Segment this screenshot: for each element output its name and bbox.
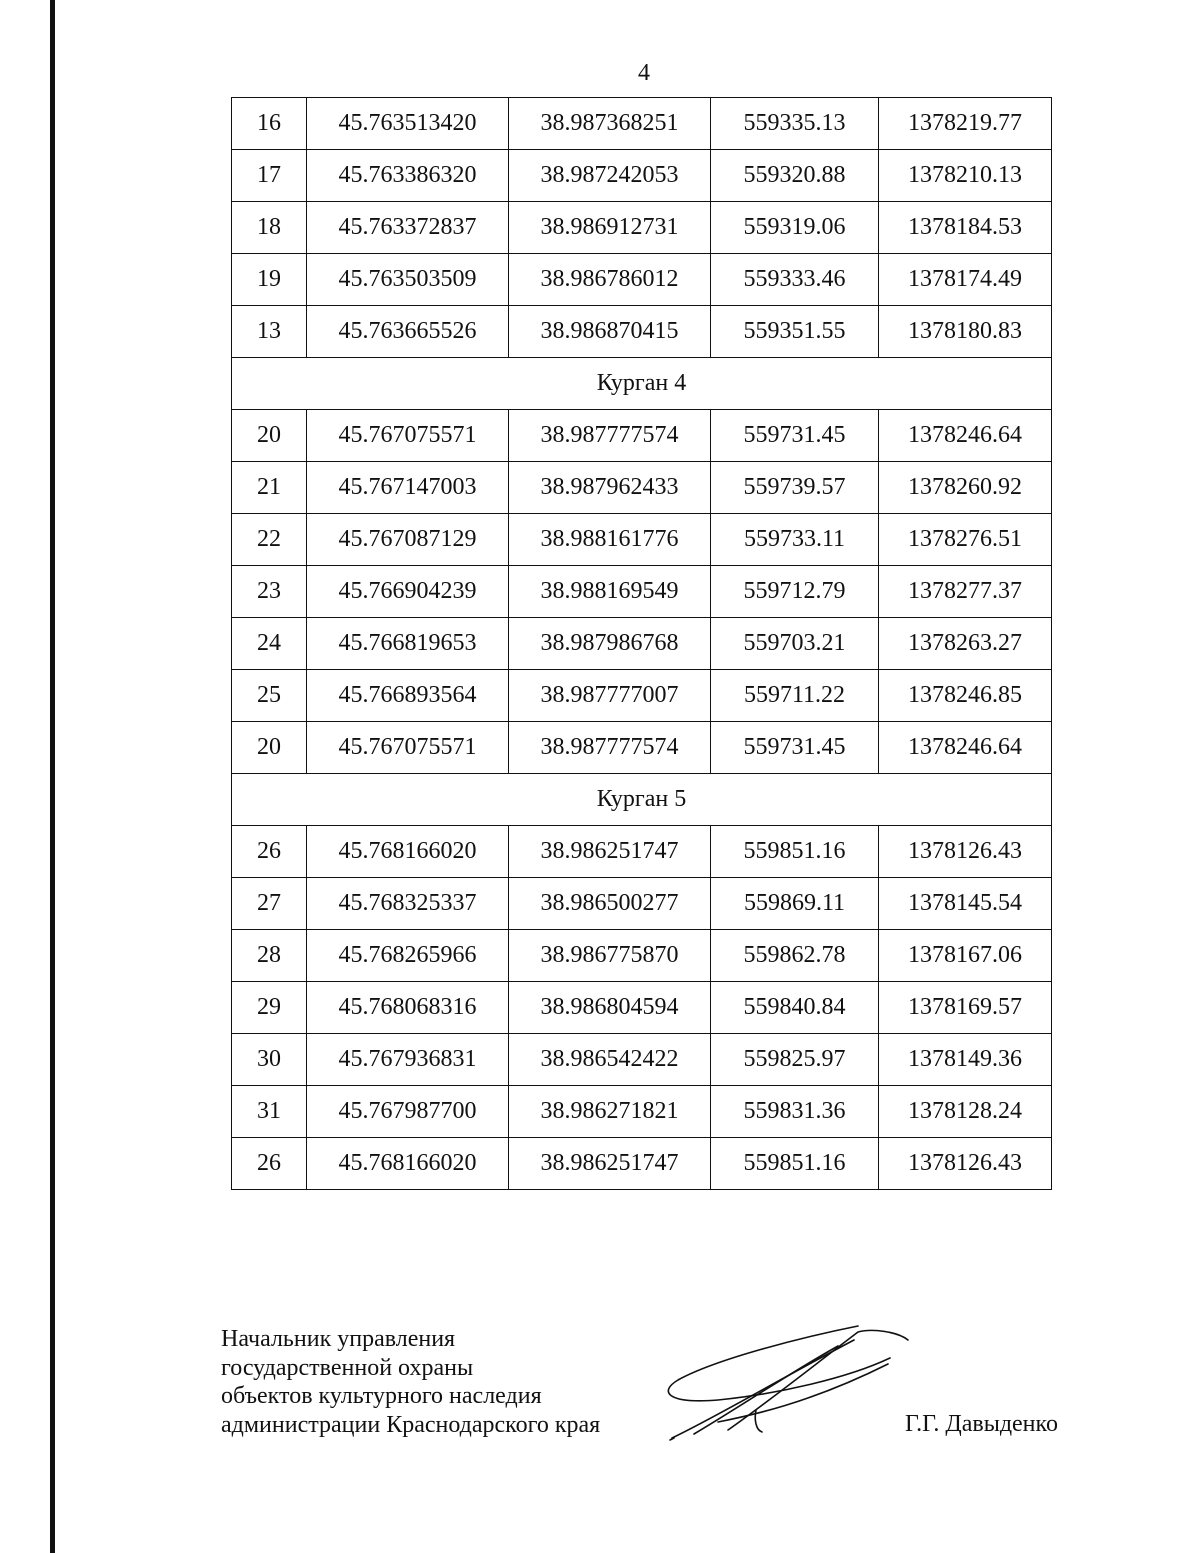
section-row <box>232 358 1052 410</box>
handwritten-signature <box>658 1318 918 1448</box>
latitude-cell: 45.766819653 <box>307 618 509 670</box>
y-coordinate-cell: 1378276.51 <box>879 514 1052 566</box>
point-number-cell: 26 <box>232 826 307 878</box>
latitude-cell: 45.763513420 <box>307 98 509 150</box>
longitude-cell: 38.986271821 <box>509 1086 711 1138</box>
table-row <box>232 1034 1052 1086</box>
section-title: Курган 4 <box>232 358 1052 410</box>
latitude-cell: 45.767936831 <box>307 1034 509 1086</box>
latitude-cell: 45.763503509 <box>307 254 509 306</box>
x-coordinate-cell: 559335.13 <box>711 98 879 150</box>
longitude-cell: 38.987242053 <box>509 150 711 202</box>
position-line: администрации Краснодарского края <box>221 1411 601 1438</box>
y-coordinate-cell: 1378174.49 <box>879 254 1052 306</box>
latitude-cell: 45.763665526 <box>307 306 509 358</box>
latitude-cell: 45.766893564 <box>307 670 509 722</box>
point-number-cell: 30 <box>232 1034 307 1086</box>
table-row <box>232 98 1052 150</box>
latitude-cell: 45.767075571 <box>307 722 509 774</box>
table-row <box>232 1086 1052 1138</box>
table-row <box>232 514 1052 566</box>
latitude-cell: 45.768166020 <box>307 1138 509 1190</box>
y-coordinate-cell: 1378210.13 <box>879 150 1052 202</box>
section-row <box>232 774 1052 826</box>
latitude-cell: 45.768068316 <box>307 982 509 1034</box>
point-number-cell: 26 <box>232 1138 307 1190</box>
table-row <box>232 566 1052 618</box>
x-coordinate-cell: 559851.16 <box>711 826 879 878</box>
longitude-cell: 38.987777574 <box>509 722 711 774</box>
y-coordinate-cell: 1378128.24 <box>879 1086 1052 1138</box>
latitude-cell: 45.767987700 <box>307 1086 509 1138</box>
latitude-cell: 45.763372837 <box>307 202 509 254</box>
longitude-cell: 38.986786012 <box>509 254 711 306</box>
signer-name: Г.Г. Давыденко <box>905 1411 1058 1437</box>
point-number-cell: 23 <box>232 566 307 618</box>
y-coordinate-cell: 1378184.53 <box>879 202 1052 254</box>
point-number-cell: 20 <box>232 410 307 462</box>
point-number-cell: 20 <box>232 722 307 774</box>
latitude-cell: 45.768166020 <box>307 826 509 878</box>
x-coordinate-cell: 559319.06 <box>711 202 879 254</box>
x-coordinate-cell: 559703.21 <box>711 618 879 670</box>
y-coordinate-cell: 1378149.36 <box>879 1034 1052 1086</box>
longitude-cell: 38.986251747 <box>509 826 711 878</box>
y-coordinate-cell: 1378277.37 <box>879 566 1052 618</box>
table-row <box>232 1138 1052 1190</box>
point-number-cell: 13 <box>232 306 307 358</box>
y-coordinate-cell: 1378126.43 <box>879 826 1052 878</box>
table-row <box>232 306 1052 358</box>
position-line: Начальник управления <box>221 1326 456 1352</box>
longitude-cell: 38.986542422 <box>509 1034 711 1086</box>
y-coordinate-cell: 1378246.64 <box>879 722 1052 774</box>
table-row <box>232 254 1052 306</box>
x-coordinate-cell: 559731.45 <box>711 722 879 774</box>
y-coordinate-cell: 1378263.27 <box>879 618 1052 670</box>
y-coordinate-cell: 1378246.64 <box>879 410 1052 462</box>
point-number-cell: 27 <box>232 878 307 930</box>
x-coordinate-cell: 559731.45 <box>711 410 879 462</box>
y-coordinate-cell: 1378145.54 <box>879 878 1052 930</box>
position-line: государственной охраны <box>221 1354 474 1381</box>
y-coordinate-cell: 1378219.77 <box>879 98 1052 150</box>
point-number-cell: 16 <box>232 98 307 150</box>
point-number-cell: 31 <box>232 1086 307 1138</box>
latitude-cell: 45.767147003 <box>307 462 509 514</box>
y-coordinate-cell: 1378126.43 <box>879 1138 1052 1190</box>
latitude-cell: 45.766904239 <box>307 566 509 618</box>
point-number-cell: 28 <box>232 930 307 982</box>
y-coordinate-cell: 1378260.92 <box>879 462 1052 514</box>
table-row <box>232 878 1052 930</box>
y-coordinate-cell: 1378180.83 <box>879 306 1052 358</box>
latitude-cell: 45.767075571 <box>307 410 509 462</box>
longitude-cell: 38.986870415 <box>509 306 711 358</box>
longitude-cell: 38.988169549 <box>509 566 711 618</box>
table-row <box>232 722 1052 774</box>
latitude-cell: 45.768325337 <box>307 878 509 930</box>
longitude-cell: 38.986912731 <box>509 202 711 254</box>
position-line: объектов культурного наследия <box>221 1383 542 1409</box>
point-number-cell: 24 <box>232 618 307 670</box>
point-number-cell: 18 <box>232 202 307 254</box>
longitude-cell: 38.987962433 <box>509 462 711 514</box>
table-row <box>232 982 1052 1034</box>
longitude-cell: 38.986775870 <box>509 930 711 982</box>
table-row <box>232 202 1052 254</box>
table-row <box>232 670 1052 722</box>
x-coordinate-cell: 559869.11 <box>711 878 879 930</box>
longitude-cell: 38.986251747 <box>509 1138 711 1190</box>
latitude-cell: 45.768265966 <box>307 930 509 982</box>
longitude-cell: 38.988161776 <box>509 514 711 566</box>
longitude-cell: 38.986500277 <box>509 878 711 930</box>
y-coordinate-cell: 1378167.06 <box>879 930 1052 982</box>
x-coordinate-cell: 559712.79 <box>711 566 879 618</box>
x-coordinate-cell: 559862.78 <box>711 930 879 982</box>
point-number-cell: 22 <box>232 514 307 566</box>
y-coordinate-cell: 1378169.57 <box>879 982 1052 1034</box>
longitude-cell: 38.987777007 <box>509 670 711 722</box>
point-number-cell: 21 <box>232 462 307 514</box>
coordinates-table-body <box>232 98 1052 1190</box>
point-number-cell: 29 <box>232 982 307 1034</box>
x-coordinate-cell: 559333.46 <box>711 254 879 306</box>
x-coordinate-cell: 559351.55 <box>711 306 879 358</box>
point-number-cell: 25 <box>232 670 307 722</box>
x-coordinate-cell: 559711.22 <box>711 670 879 722</box>
x-coordinate-cell: 559320.88 <box>711 150 879 202</box>
section-title: Курган 5 <box>232 774 1052 826</box>
coordinates-table <box>231 97 1052 1190</box>
longitude-cell: 38.987368251 <box>509 98 711 150</box>
x-coordinate-cell: 559831.36 <box>711 1086 879 1138</box>
longitude-cell: 38.986804594 <box>509 982 711 1034</box>
latitude-cell: 45.767087129 <box>307 514 509 566</box>
page-left-border <box>50 0 55 1553</box>
signatory-position <box>221 1325 661 1439</box>
latitude-cell: 45.763386320 <box>307 150 509 202</box>
table-row <box>232 462 1052 514</box>
table-row <box>232 410 1052 462</box>
longitude-cell: 38.987777574 <box>509 410 711 462</box>
point-number-cell: 17 <box>232 150 307 202</box>
table-row <box>232 826 1052 878</box>
x-coordinate-cell: 559739.57 <box>711 462 879 514</box>
x-coordinate-cell: 559733.11 <box>711 514 879 566</box>
y-coordinate-cell: 1378246.85 <box>879 670 1052 722</box>
x-coordinate-cell: 559840.84 <box>711 982 879 1034</box>
page-number: 4 <box>638 60 650 86</box>
table-row <box>232 618 1052 670</box>
x-coordinate-cell: 559851.16 <box>711 1138 879 1190</box>
table-row <box>232 930 1052 982</box>
x-coordinate-cell: 559825.97 <box>711 1034 879 1086</box>
table-row <box>232 150 1052 202</box>
point-number-cell: 19 <box>232 254 307 306</box>
longitude-cell: 38.987986768 <box>509 618 711 670</box>
